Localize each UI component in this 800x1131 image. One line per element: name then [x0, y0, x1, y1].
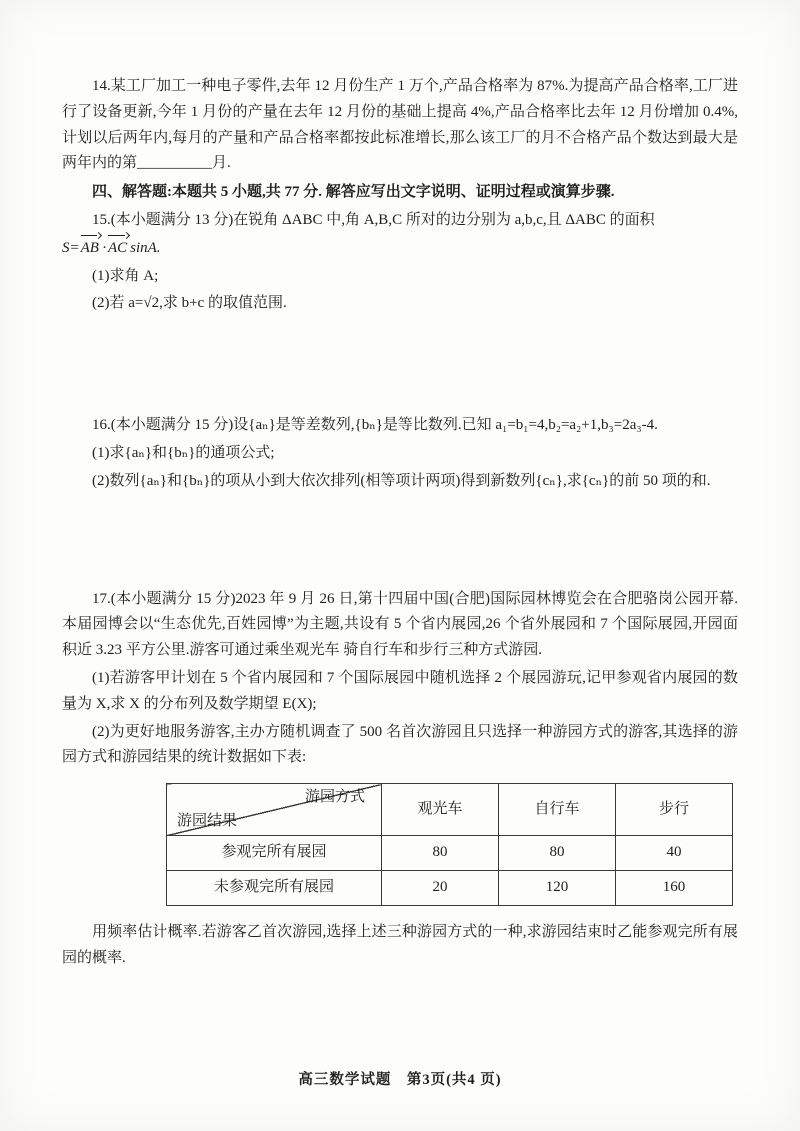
table-header-row — [167, 784, 733, 836]
formula-suffix: sinA. — [130, 239, 161, 256]
cell-value: 80 — [382, 836, 499, 871]
formula-prefix: S= — [62, 239, 80, 256]
survey-table — [166, 783, 733, 906]
cell-value: 80 — [499, 836, 616, 871]
table-corner-cell — [167, 784, 382, 836]
row-label-visited-all: 参观完所有展园 — [167, 836, 382, 871]
q14-answer-blank: __________ — [137, 155, 213, 172]
column-header-bicycle: 自行车 — [499, 784, 616, 836]
corner-label-result: 游园结果 — [177, 813, 238, 830]
vector-AB: AB — [80, 234, 102, 262]
q14-suffix: 月. — [212, 155, 231, 172]
cell-value: 40 — [616, 836, 733, 871]
question-15-formula — [62, 234, 738, 262]
question-17-closing: 用频率估计概率.若游客乙首次游园,选择上述三种游园方式的一种,求游园结束时乙能参观完所有展园的概率. — [62, 924, 738, 966]
footer-text: 高三数学试题 第3页(共4 页) — [298, 1072, 502, 1089]
question-17-part2: (2)为更好地服务游客,主办方随机调查了 500 名首次游园且只选择一种游园方式的游客,其选择的游园方式和游园结果的统计数据如下表: — [62, 723, 738, 766]
question-16-part2: (2)数列{aₙ}和{bₙ}的项从小到大依次排列(相等项计两项)得到新数列{cₙ},求{cₙ}的前 50 项的和. — [92, 472, 711, 489]
question-16-stem: 16.(本小题满分 15 分)设{aₙ}是等差数列,{bₙ}是等比数列.已知 a₁=b₁=4,b₂=a₂+1,b₃=2a₃-4. — [92, 417, 658, 434]
table-row — [167, 871, 733, 906]
section-4-header: 四、解答题:本题共 5 小题,共 77 分. 解答应写出文字说明、证明过程或演算步骤. — [92, 184, 615, 201]
corner-label-method: 游园方式 — [304, 789, 365, 806]
dot-operator: · — [101, 239, 107, 256]
q14-text: 14.某工厂加工一种电子零件,去年 12 月份生产 1 万个,产品合格率为 87%.为提高产品合格率,工厂进行了设备更新,今年 1 月份的产量在去年 12 月份的基础上提高 4%,产品合格率比去年 12 月份增加 0.4%,计划以后两年内,每月的产量和产品合格率都按此标准增长,那么该工厂的月不合格产品个数达到最大是两年内的第 — [62, 78, 738, 172]
row-label-not-visited-all: 未参观完所有展园 — [167, 871, 382, 906]
cell-value: 20 — [382, 871, 499, 906]
question-17-part1: (1)若游客甲计划在 5 个省内展园和 7 个国际展园中随机选择 2 个展园游玩,记甲参观省内展园的数量为 X,求 X 的分布列及数学期望 E(X); — [62, 669, 738, 712]
question-14 — [62, 74, 738, 177]
question-17-stem: 17.(本小题满分 15 分)2023 年 9 月 26 日,第十四届中国(合肥)国际园林博览会在合肥骆岗公园开幕.本届园博会以“生态优先,百姓园博”为主题,共设有 5 个省内展园,26 个省外展园和 7 个国际展园,开园面积近 3.23 平方公里.游客可通过乘坐观光车 骑自行车和步行三种方式游园. — [62, 590, 738, 659]
table-row — [167, 836, 733, 871]
column-header-sightseeing-bus: 观光车 — [382, 784, 499, 836]
question-15-part2: (2)若 a=√2,求 b+c 的取值范围. — [92, 295, 287, 312]
cell-value: 120 — [499, 871, 616, 906]
page-footer — [0, 1068, 800, 1093]
vector-AC: AC — [107, 234, 130, 262]
question-16-part1: (1)求{aₙ}和{bₙ}的通项公式; — [92, 444, 275, 461]
question-15-stem: 15.(本小题满分 13 分)在锐角 ΔABC 中,角 A,B,C 所对的边分别为 a,b,c,且 ΔABC 的面积 — [92, 211, 655, 228]
question-15-part1: (1)求角 A; — [92, 267, 159, 284]
cell-value: 160 — [616, 871, 733, 906]
column-header-walking: 步行 — [616, 784, 733, 836]
